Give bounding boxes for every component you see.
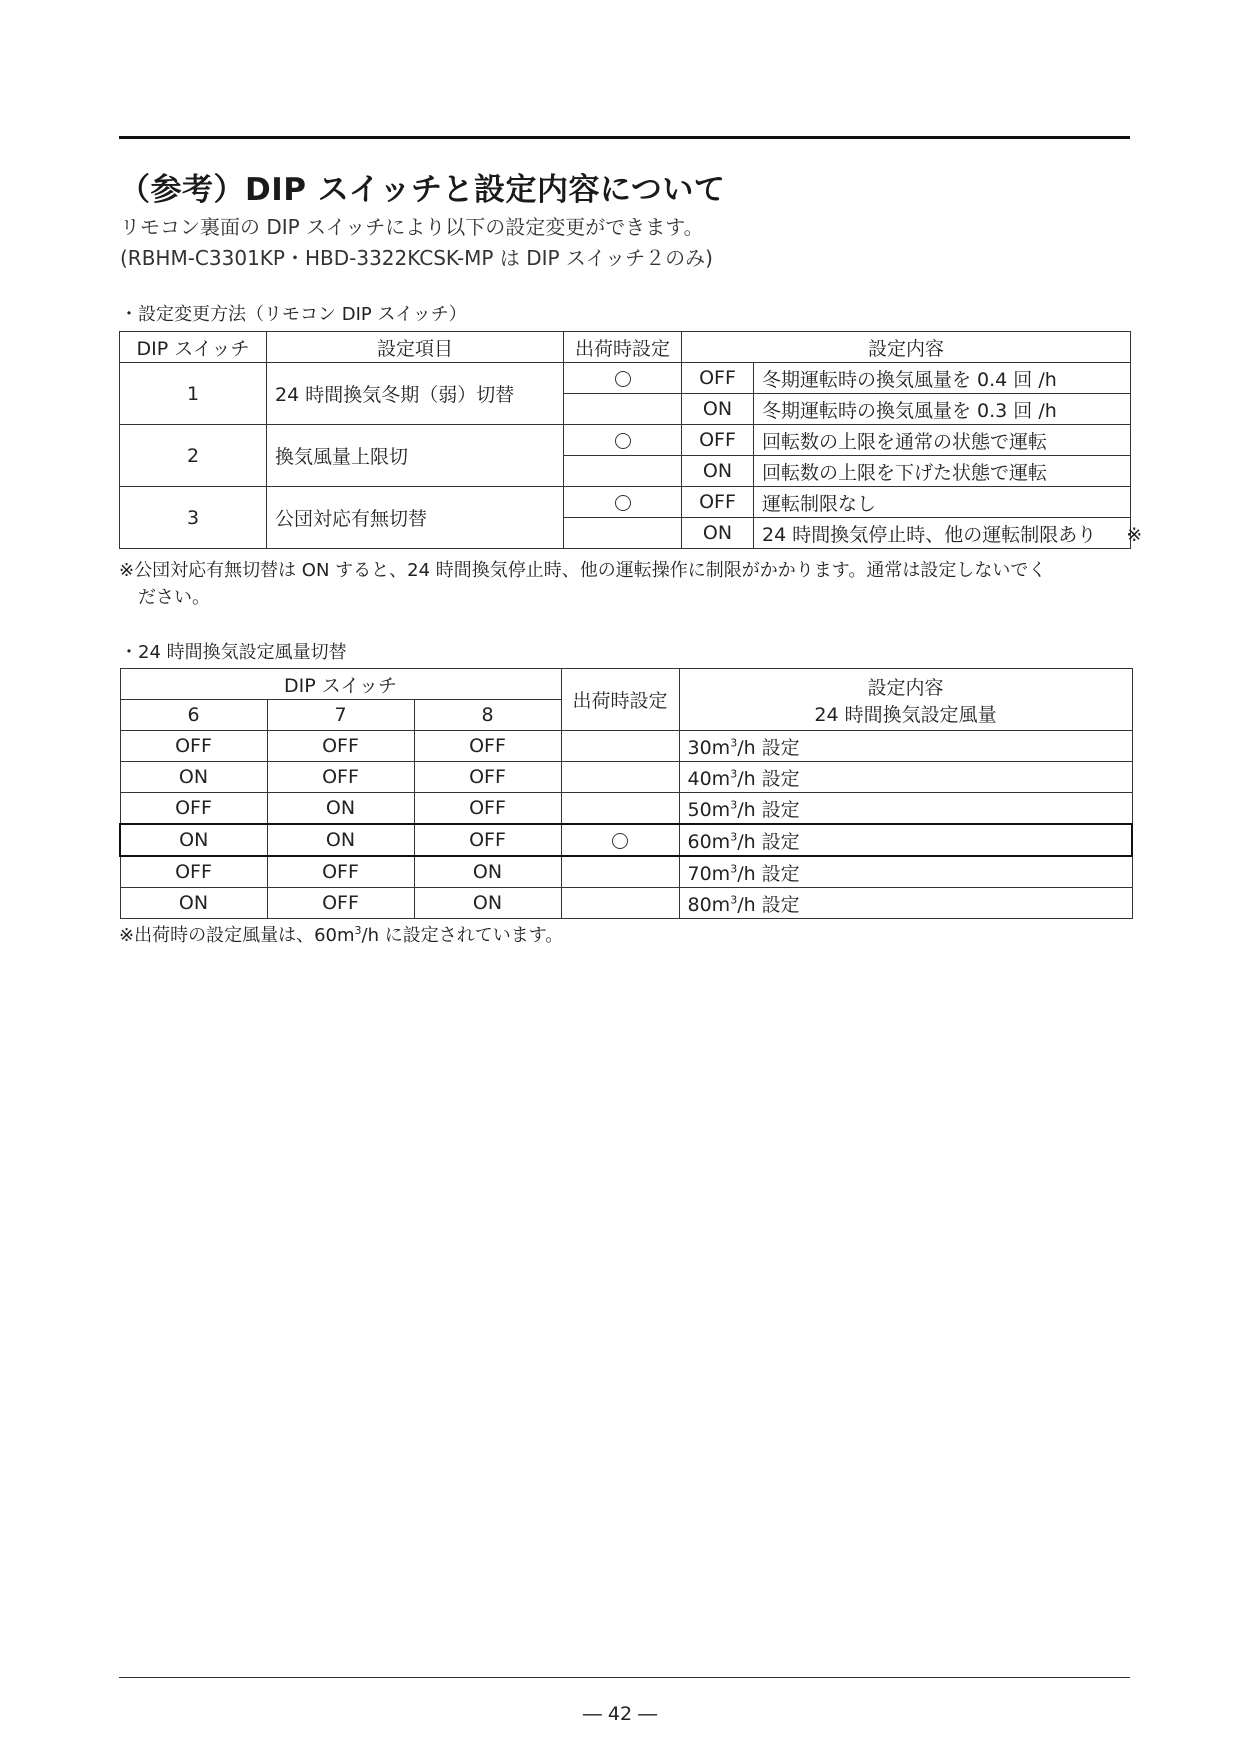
description-cell: 運転制限なし <box>754 487 1131 518</box>
switch-6-state: ON <box>120 824 267 856</box>
switch-number: 3 <box>120 487 267 549</box>
page-number: ― 42 ― <box>582 1703 658 1725</box>
switch-7-state: OFF <box>267 888 414 919</box>
description-cell: 冬期運転時の換気風量を 0.3 回 /h <box>754 394 1131 425</box>
airflow-setting: $30m^3/h$ 設定 <box>679 731 1132 762</box>
description-cell: 回転数の上限を下げた状態で運転 <box>754 456 1131 487</box>
state-cell: ON <box>682 518 754 549</box>
airflow-settings-table <box>119 668 1133 919</box>
airflow-setting: $80m^3/h$ 設定 <box>679 888 1132 919</box>
section2-note: ※出荷時の設定風量は、$60m^3/h$ に設定されています。 <box>119 924 564 946</box>
switch-number: 1 <box>120 363 267 425</box>
description-cell: 冬期運転時の換気風量を 0.4 回 /h <box>754 363 1131 394</box>
switch-6-state: ON <box>120 762 267 793</box>
header-content-line-1: 設定内容 <box>867 676 944 699</box>
switch-8-state: OFF <box>414 793 561 825</box>
switch-8-state: ON <box>414 888 561 919</box>
switch-7-state: OFF <box>267 856 414 888</box>
table-row <box>120 856 1132 888</box>
switch-6-state: OFF <box>120 793 267 825</box>
table-row <box>120 793 1132 825</box>
airflow-setting: $50m^3/h$ 設定 <box>679 793 1132 825</box>
switch-6-state: OFF <box>120 856 267 888</box>
switch-7-state: OFF <box>267 762 414 793</box>
header-item: 設定項目 <box>267 332 564 363</box>
header-factory: 出荷時設定 <box>564 332 682 363</box>
header-content-line-2: 24 時間換気設定風量 <box>814 703 997 726</box>
factory-default-cell <box>564 363 682 394</box>
factory-default-cell <box>564 425 682 456</box>
setting-item: 公団対応有無切替 <box>267 487 564 549</box>
table-row <box>120 363 1131 394</box>
header-content <box>679 669 1132 731</box>
table-header-row <box>120 669 1132 700</box>
factory-default-cell <box>564 518 682 549</box>
setting-item: 24 時間換気冬期（弱）切替 <box>267 363 564 425</box>
header-switch-8: 8 <box>414 700 561 731</box>
airflow-setting: $40m^3/h$ 設定 <box>679 762 1132 793</box>
table-row <box>120 425 1131 456</box>
header-factory: 出荷時設定 <box>561 669 679 731</box>
state-cell: OFF <box>682 425 754 456</box>
header-switch-7: 7 <box>267 700 414 731</box>
state-cell: ON <box>682 394 754 425</box>
factory-default-cell <box>564 394 682 425</box>
bottom-rule <box>119 1677 1130 1678</box>
note-reference-mark: ※ <box>1126 523 1143 546</box>
switch-8-state: OFF <box>414 824 561 856</box>
factory-default-cell <box>561 888 679 919</box>
factory-default-cell <box>561 762 679 793</box>
airflow-setting: $70m^3/h$ 設定 <box>679 856 1132 888</box>
switch-number: 2 <box>120 425 267 487</box>
state-cell: OFF <box>682 487 754 518</box>
factory-default-cell <box>564 487 682 518</box>
description-cell <box>754 518 1143 549</box>
description-cell: 回転数の上限を通常の状態で運転 <box>754 425 1131 456</box>
state-cell: ON <box>682 456 754 487</box>
switch-8-state: OFF <box>414 762 561 793</box>
table-row <box>120 731 1132 762</box>
section2-label: ・24 時間換気設定風量切替 <box>120 642 347 663</box>
airflow-setting: $60m^3/h$ 設定 <box>679 824 1132 856</box>
setting-item: 換気風量上限切 <box>267 425 564 487</box>
description-text: 24 時間換気停止時、他の運転制限あり <box>762 523 1097 546</box>
header-content: 設定内容 <box>682 332 1131 363</box>
table-row-factory-default <box>120 824 1132 856</box>
header-dip-switch: DIP スイッチ <box>120 669 561 700</box>
table-row <box>120 487 1131 518</box>
switch-7-state: ON <box>267 793 414 825</box>
factory-default-cell <box>564 456 682 487</box>
switch-8-state: OFF <box>414 731 561 762</box>
intro-line-2: (RBHM-C3301KP・HBD-3322KCSK-MP は DIP スイッチ２のみ) <box>120 246 713 270</box>
factory-default-cell <box>561 856 679 888</box>
factory-default-cell <box>561 731 679 762</box>
switch-6-state: ON <box>120 888 267 919</box>
factory-default-cell <box>561 793 679 825</box>
table-row <box>120 762 1132 793</box>
header-switch-6: 6 <box>120 700 267 731</box>
factory-default-cell <box>561 824 679 856</box>
page-title: （参考）DIP スイッチと設定内容について <box>119 172 726 208</box>
factory-default-mark <box>615 371 631 387</box>
section1-note-line-2: ださい。 <box>138 587 210 608</box>
switch-8-state: ON <box>414 856 561 888</box>
factory-default-mark <box>615 433 631 449</box>
header-switch: DIP スイッチ <box>120 332 267 363</box>
factory-default-mark <box>612 833 628 849</box>
table-header-row <box>120 332 1131 363</box>
factory-default-mark <box>615 495 631 511</box>
switch-7-state: OFF <box>267 731 414 762</box>
section1-label: ・設定変更方法（リモコン DIP スイッチ） <box>120 304 467 325</box>
state-cell: OFF <box>682 363 754 394</box>
intro-line-1: リモコン裏面の DIP スイッチにより以下の設定変更ができます。 <box>120 215 704 239</box>
dip-switch-settings-table <box>119 331 1143 549</box>
section1-note-line-1: ※公団対応有無切替は ON すると、24 時間換気停止時、他の運転操作に制限がかかります。通常は設定しないでく <box>119 560 1047 581</box>
table-row <box>120 888 1132 919</box>
switch-6-state: OFF <box>120 731 267 762</box>
switch-7-state: ON <box>267 824 414 856</box>
top-rule <box>119 136 1130 139</box>
